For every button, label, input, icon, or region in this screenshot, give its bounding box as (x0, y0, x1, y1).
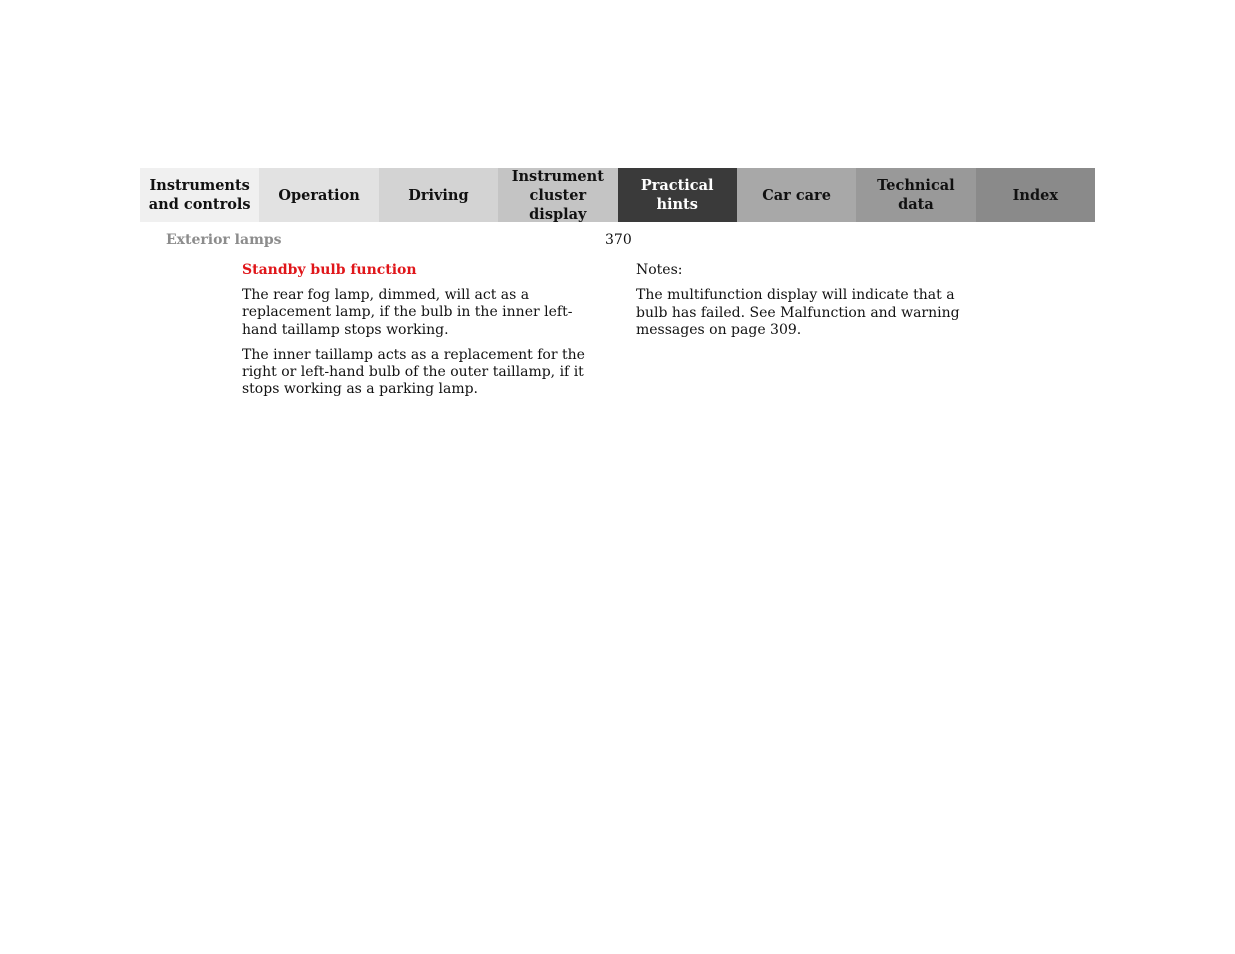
tab-instruments-and-controls[interactable] (140, 168, 259, 222)
section-title: Exterior lamps (166, 232, 282, 248)
chapter-tab-bar (140, 168, 1095, 222)
tab-operation[interactable] (259, 168, 378, 222)
tab-practical-hints[interactable] (618, 168, 737, 222)
tab-label: Operation (278, 186, 360, 204)
body-paragraph: The rear fog lamp, dimmed, will act as a replacement lamp, if the bulb in the inner left-hand taillamp stops working. (242, 287, 573, 338)
tab-label: Instruments and controls (148, 177, 251, 213)
tab-label: Driving (408, 186, 469, 204)
tab-label: Technical data (877, 177, 955, 213)
left-column (242, 262, 602, 407)
notes-label: Notes: (636, 262, 683, 278)
section-heading: Standby bulb function (242, 262, 417, 278)
tab-label: Index (1012, 186, 1058, 204)
tab-label: Instrument cluster display (511, 167, 604, 223)
tab-label: Practical hints (640, 177, 714, 213)
tab-technical-data[interactable] (856, 168, 975, 222)
tab-car-care[interactable] (737, 168, 856, 222)
right-column (636, 262, 988, 347)
tab-index[interactable] (976, 168, 1095, 222)
note-paragraph: The multifunction display will indicate that a bulb has failed. See Malfunction and warning messages on page 309. (636, 287, 960, 338)
page-number: 370 (605, 232, 632, 248)
body-paragraph: The inner taillamp acts as a replacement for the right or left-hand bulb of the outer taillamp, if it stops working as a parking lamp. (242, 346, 585, 398)
tab-label: Car care (762, 186, 831, 204)
tab-driving[interactable] (379, 168, 498, 222)
tab-instrument-cluster-display[interactable] (498, 168, 617, 222)
